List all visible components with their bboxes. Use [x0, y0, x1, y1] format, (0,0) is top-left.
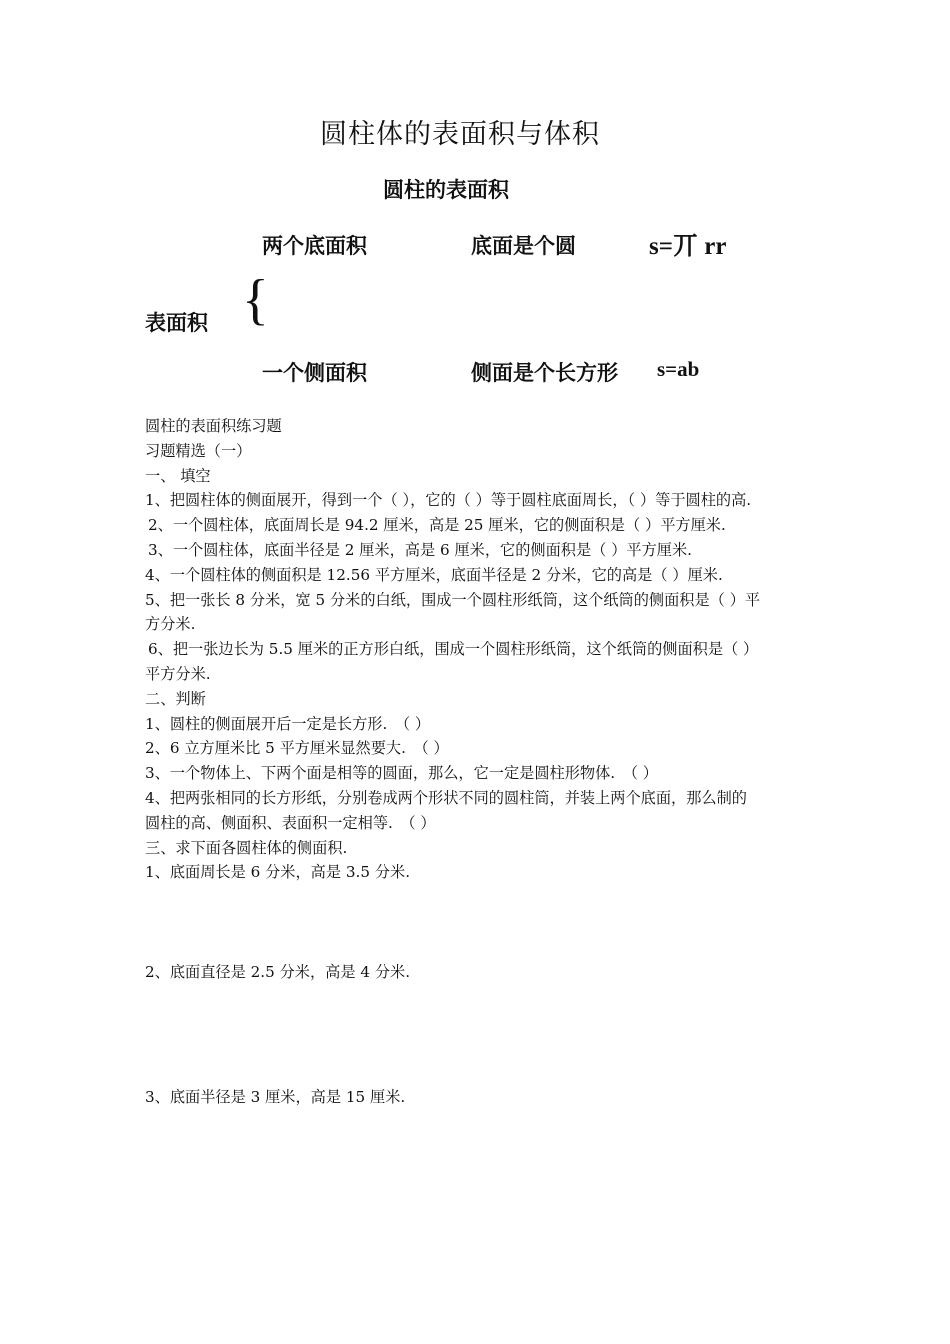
fill-blank-item: 3、一个圆柱体，底面半径是 2 厘米，高是 6 厘米，它的侧面积是（ ）平方厘米.	[148, 540, 692, 559]
diagram-bottom-formula: s=ab	[657, 357, 700, 381]
judgement-item: 1、圆柱的侧面展开后一定是长方形. （ ）	[145, 714, 431, 733]
answer-space	[145, 885, 813, 960]
fill-blank-item: 4、一个圆柱体的侧面积是 12.56 平方厘米，底面半径是 2 分米，它的高是（ ）厘米.	[145, 565, 723, 584]
diagram-top-part: 两个底面积	[262, 234, 367, 258]
judgement-item: 4、把两张相同的长方形纸，分别卷成两个形状不同的圆柱筒，并装上两个底面，那么制的	[145, 788, 747, 807]
lateral-area-problem: 1、底面周长是 6 分米，高是 3.5 分米.	[145, 863, 411, 882]
section-title-judgement: 二、判断	[145, 689, 206, 708]
diagram-top-formula: s=丌 rr	[649, 233, 727, 260]
diagram-top-desc: 底面是个圆	[471, 234, 576, 258]
exercise-subheading: 习题精选（一）	[145, 441, 252, 460]
page-title: 圆柱体的表面积与体积	[320, 119, 600, 150]
section-title-lateral-area: 三、求下面各圆柱体的侧面积.	[145, 838, 348, 857]
answer-space	[145, 985, 813, 1085]
judgement-item-continued: 圆柱的高、侧面积、表面积一定相等. （ ）	[145, 813, 436, 832]
judgement-item: 2、6 立方厘米比 5 平方厘米显然要大. （ ）	[145, 739, 449, 758]
fill-blank-item: 5、把一张长 8 分米，宽 5 分米的白纸，围成一个圆柱形纸筒，这个纸筒的侧面积是（ ）平	[145, 590, 761, 609]
lateral-area-problem: 3、底面半径是 3 厘米，高是 15 厘米.	[145, 1087, 406, 1106]
fill-blank-item: 2、一个圆柱体，底面周长是 94.2 厘米，高是 25 厘米，它的侧面积是（ ）平方厘米.	[148, 516, 726, 535]
judgement-item: 3、一个物体上、下两个面是相等的圆面，那么，它一定是圆柱形物体. （ ）	[145, 764, 658, 783]
lateral-area-problem: 2、底面直径是 2.5 分米，高是 4 分米.	[145, 963, 411, 982]
diagram-bottom-desc: 侧面是个长方形	[471, 361, 618, 385]
fill-blank-item-continued: 方分米.	[145, 615, 196, 634]
fill-blank-item: 1、把圆柱体的侧面展开，得到一个（ ），它的（ ）等于圆柱底面周长，（ ）等于圆柱的高.	[145, 491, 752, 510]
section-title-surface-area: 圆柱的表面积	[383, 178, 509, 202]
brace-symbol: {	[242, 269, 269, 331]
exercise-heading: 圆柱的表面积练习题	[145, 417, 282, 435]
diagram-bottom-part: 一个侧面积	[262, 361, 367, 385]
fill-blank-item: 6、把一张边长为 5.5 厘米的正方形白纸，围成一个圆柱形纸筒，这个纸筒的侧面积是（ ）	[148, 640, 759, 659]
diagram-root-label: 表面积	[145, 311, 208, 335]
exercise-list	[145, 414, 813, 1110]
section-title-fill-blank: 一、 填空	[145, 466, 211, 485]
fill-blank-item-continued: 平方分米.	[145, 664, 211, 683]
